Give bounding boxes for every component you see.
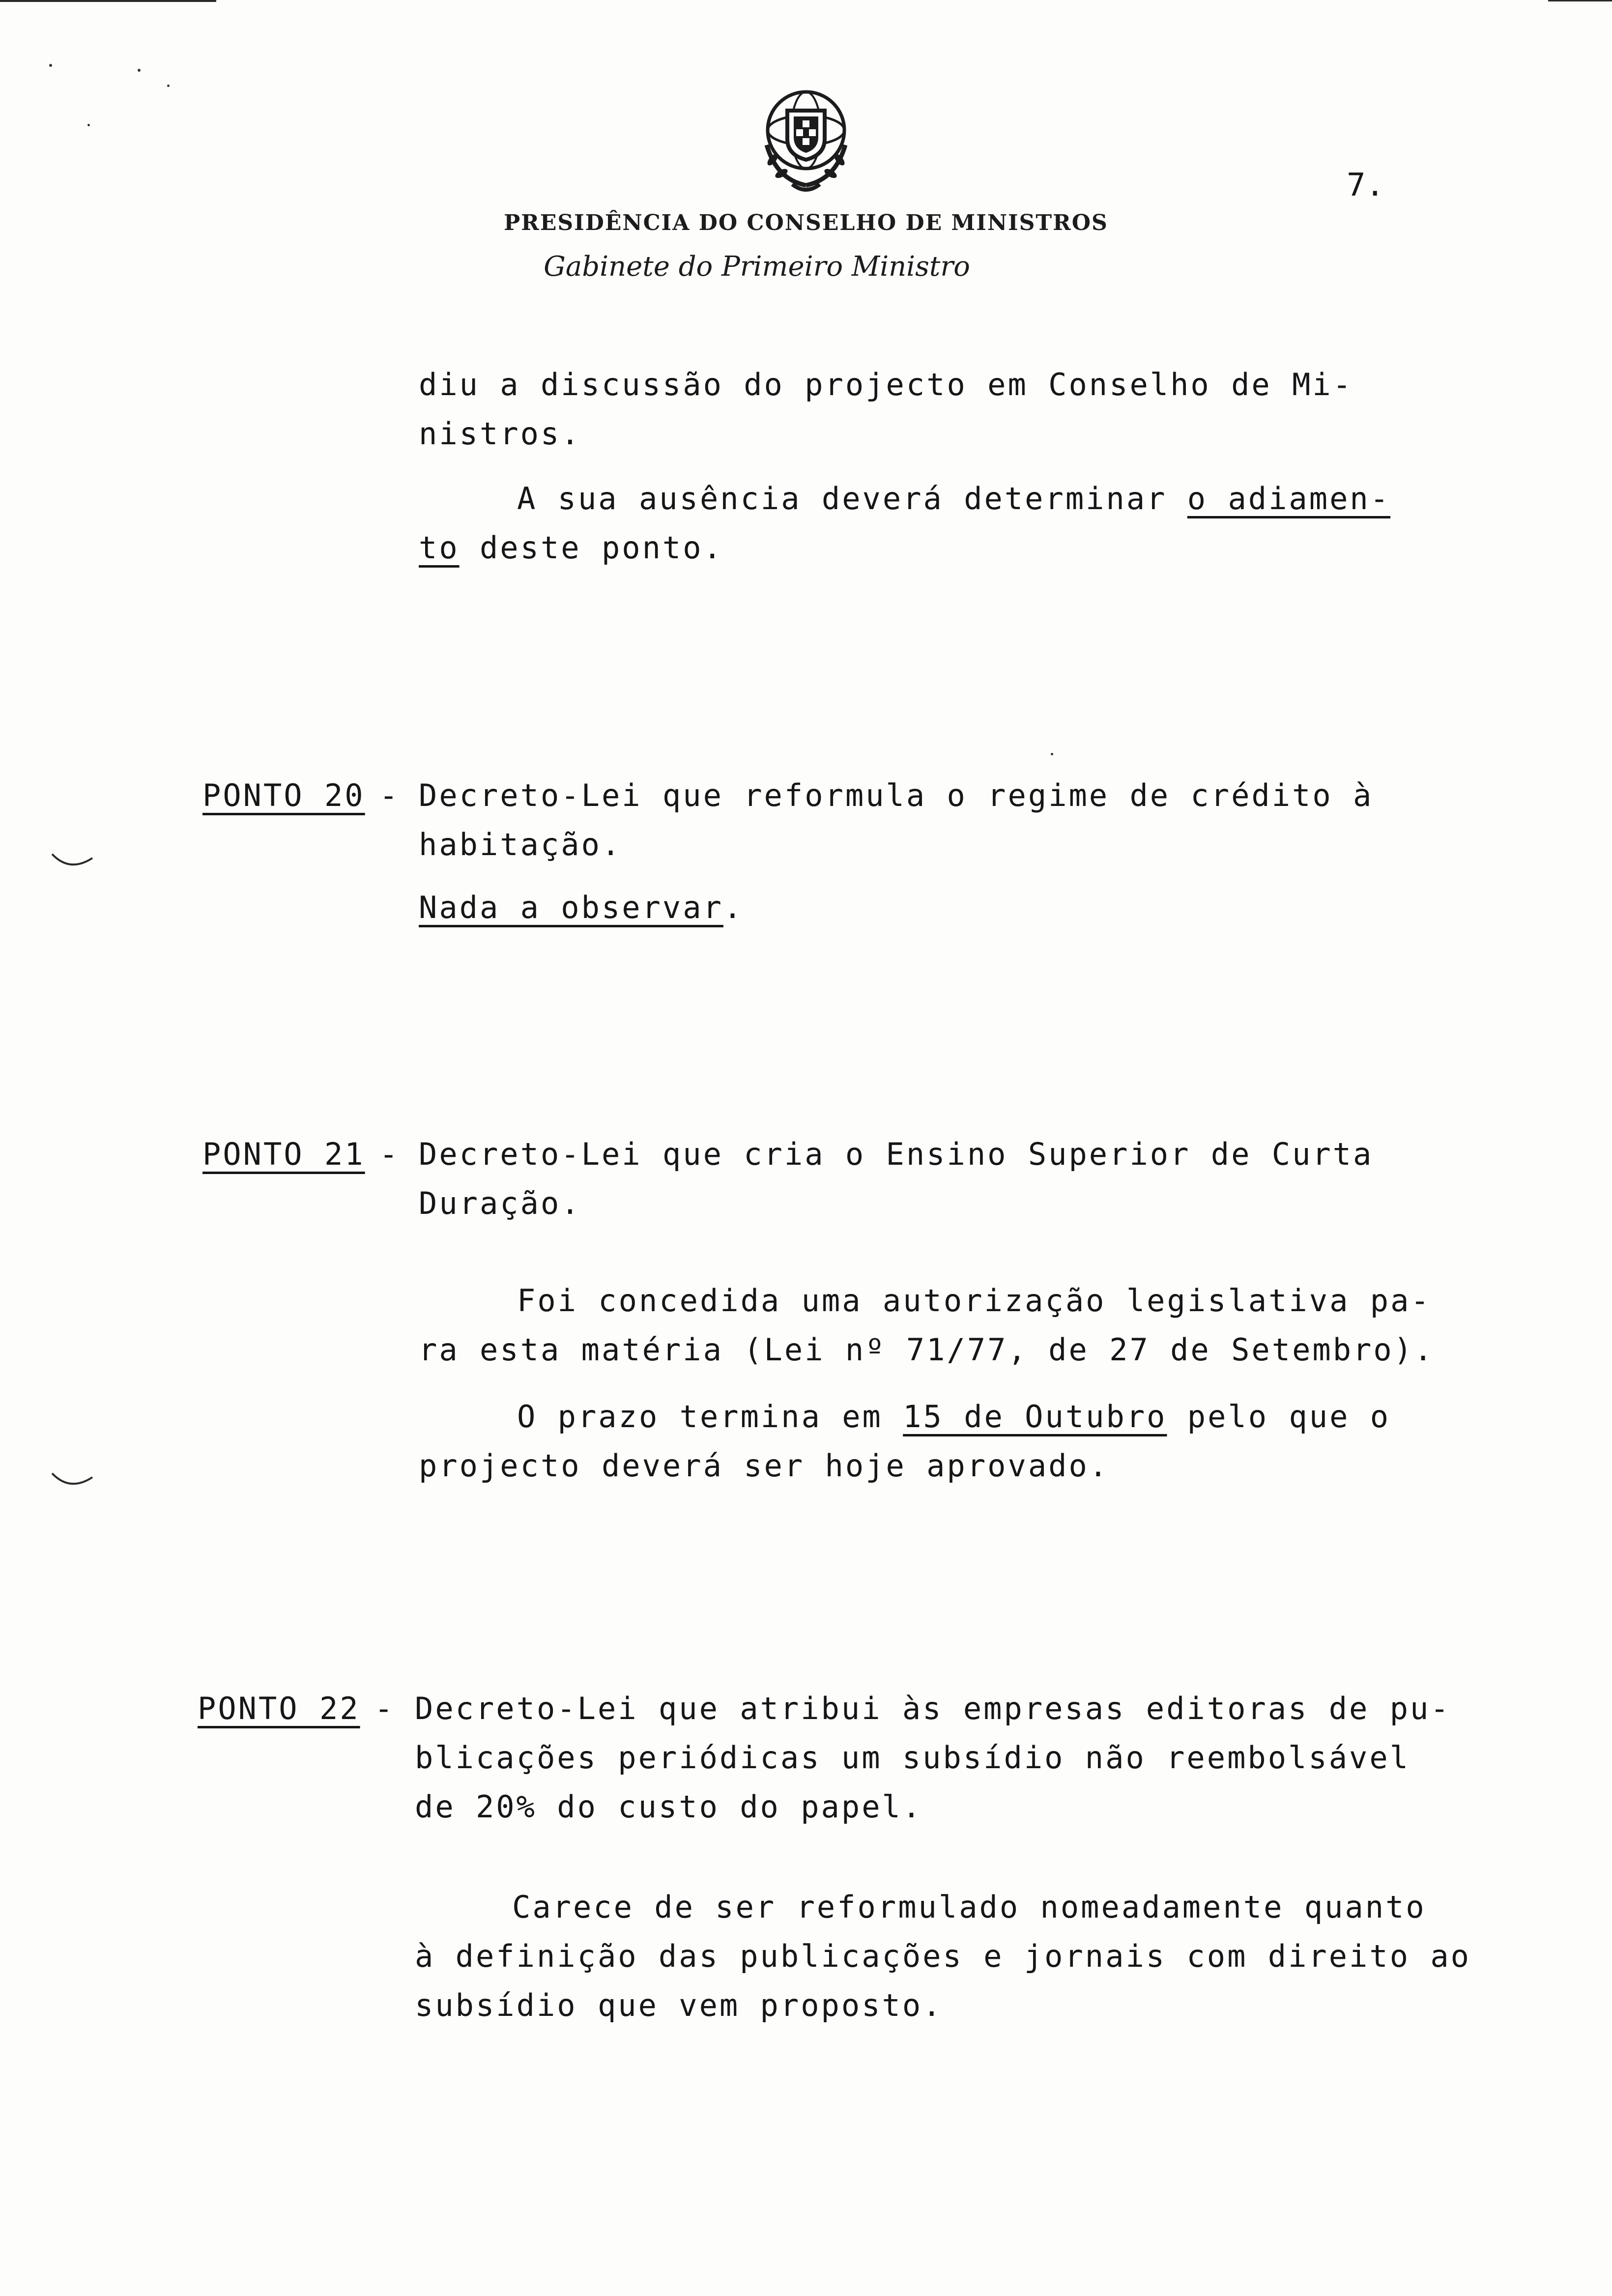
text-run: deste ponto. <box>459 530 723 566</box>
letterhead-subtitle: Gabinete do Primeiro Ministro <box>544 251 970 283</box>
ponto-22-title-line: Decreto-Lei que atribui às empresas editoras de pu- <box>415 1691 1451 1726</box>
ponto-21-title-line: Duração. <box>419 1185 581 1221</box>
margin-hole-mark-icon <box>50 1470 94 1490</box>
body-line <box>517 481 1391 517</box>
ponto-21-dash: - <box>379 1136 398 1172</box>
body-line: nistros. <box>419 416 581 452</box>
page-number: 7. <box>1347 167 1385 203</box>
body-line: Carece de ser reformulado nomeadamente quanto <box>512 1889 1426 1925</box>
coat-of-arms-emblem-icon <box>747 81 865 199</box>
underlined-text: Nada a observar <box>419 890 723 925</box>
body-line: subsídio que vem proposto. <box>415 1987 943 2023</box>
body-line: projecto deverá ser hoje aprovado. <box>419 1448 1110 1484</box>
underlined-text: o adiamen- <box>1187 481 1391 517</box>
ponto-20-title-line: habitação. <box>419 827 622 862</box>
ponto-20-note <box>419 892 744 923</box>
speck-mark <box>1051 753 1053 755</box>
speck-mark <box>49 64 52 67</box>
ponto-22-title-line: blicações periódicas um subsídio não reembolsável <box>415 1740 1410 1776</box>
ponto-22-dash: - <box>374 1691 393 1726</box>
body-line <box>419 530 723 566</box>
speck-mark <box>87 124 90 126</box>
body-line <box>517 1399 1391 1435</box>
ponto-22-label: PONTO 22 <box>198 1691 360 1726</box>
underlined-text: 15 de Outubro <box>903 1399 1167 1435</box>
text-run: pelo que o <box>1167 1399 1391 1435</box>
margin-hole-mark-icon <box>50 851 94 871</box>
top-edge-rule-right <box>1548 0 1612 1</box>
top-edge-rule <box>0 0 216 2</box>
body-line: à definição das publicações e jornais com direito ao <box>415 1938 1471 1974</box>
ponto-20-label: PONTO 20 <box>202 777 365 813</box>
body-line: ra esta matéria (Lei nº 71/77, de 27 de Setembro). <box>419 1332 1435 1368</box>
ponto-20-dash: - <box>379 777 398 813</box>
ponto-20-title-line: Decreto-Lei que reformula o regime de crédito à <box>419 777 1374 813</box>
ponto-22-title-line: de 20% do custo do papel. <box>415 1789 923 1825</box>
text-run: A sua ausência deverá determinar <box>517 481 1187 517</box>
ponto-21-label: PONTO 21 <box>202 1136 365 1172</box>
text-run: . <box>723 890 744 925</box>
speck-mark <box>138 69 141 72</box>
letterhead-title: PRESIDÊNCIA DO CONSELHO DE MINISTROS <box>504 210 1108 235</box>
ponto-21-title-line: Decreto-Lei que cria o Ensino Superior de Curta <box>419 1136 1374 1172</box>
speck-mark <box>167 85 170 87</box>
body-line: diu a discussão do projecto em Conselho de Mi- <box>419 367 1353 402</box>
body-line: Foi concedida uma autorização legislativa pa- <box>517 1283 1431 1319</box>
underlined-text: to <box>419 530 460 566</box>
text-run: O prazo termina em <box>517 1399 903 1435</box>
